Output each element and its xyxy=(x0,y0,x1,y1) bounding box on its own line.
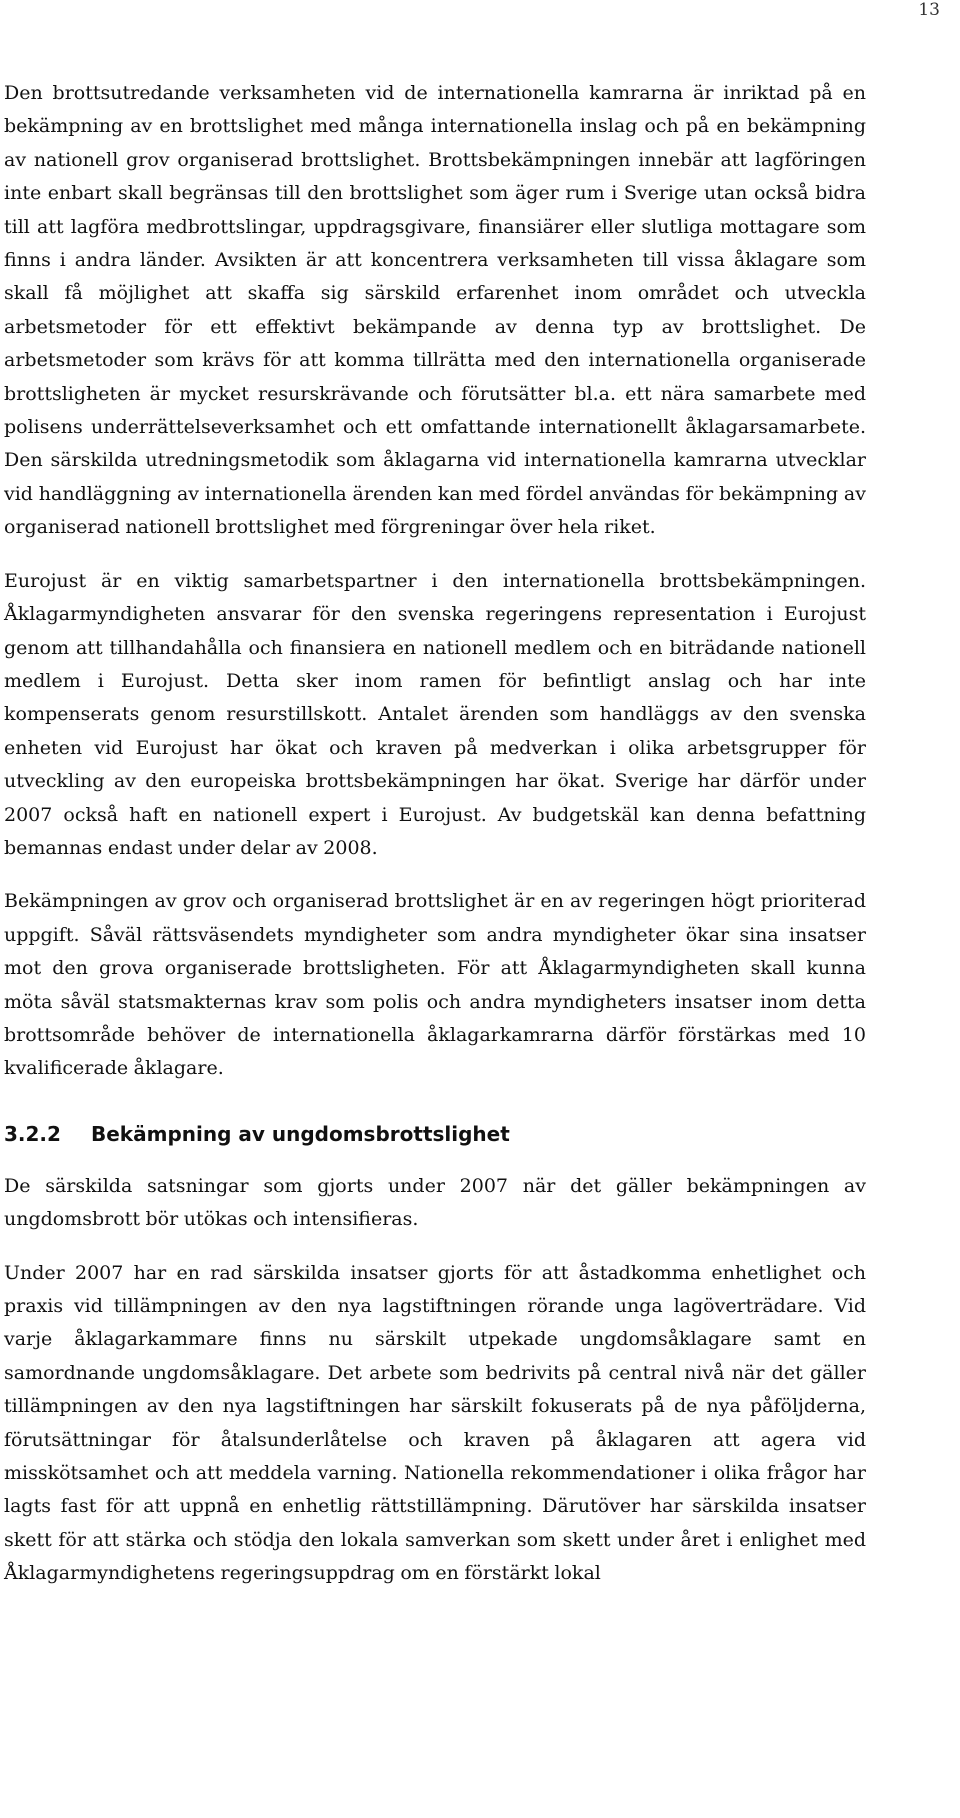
paragraph-youth-crime-intro: De särskilda satsningar som gjorts under 2007 när det gäller bekämpningen av ungdomsbrott bör utökas och intensifieras. xyxy=(4,1174,866,1231)
page-body xyxy=(4,77,866,1611)
section-heading xyxy=(4,1120,866,1148)
paragraph-eurojust: Eurojust är en viktig samarbetspartner i den internationella brottsbekämpningen. Åklagarmyndigheten ansvarar för den svenska regeringens representation i Eurojust genom att tillhandahålla och finansiera en nationell medlem och en biträdande nationell medlem i Eurojust. Detta sker inom ramen för befintligt anslag och har inte kompenserats genom resurstillskott. Antalet ärenden som handläggs av den svenska enheten vid Eurojust har ökat och kraven på medverkan i olika arbetsgrupper för utveckling av den europeiska brottsbekämpningen har ökat. Sverige har därför under 2007 också haft en nationell expert i Eurojust. Av budgetskäl kan denna befattning bemannas endast under delar av 2008. xyxy=(4,569,866,859)
section-title: Bekämpning av ungdomsbrottslighet xyxy=(91,1121,510,1146)
paragraph-organised-crime: Bekämpningen av grov och organiserad brottslighet är en av regeringen högt prioriterad uppgift. Såväl rättsväsendets myndigheter som andra myndigheter ökar sina insatser mot den grova organiserade brottsligheten. För att Åklagarmyndigheten skall kunna möta såväl statsmakternas krav som polis och andra myndigheters insatser inom detta brottsområde behöver de internationella åklagarkamrarna därför förstärkas med 10 kvalificerade åklagare. xyxy=(4,890,866,1080)
paragraph-youth-crime-measures: Under 2007 har en rad särskilda insatser gjorts för att åstadkomma enhetlighet och praxis vid tillämpningen av den nya lagstiftningen rörande unga lagöverträdare. Vid varje åklagarkammare finns nu särskilt utpekade ungdomsåklagare samt en samordnande ungdomsåklagare. Det arbete som bedrivits på central nivå när det gäller tillämpningen av den nya lagstiftningen har särskilt fokuserats på de nya påföljderna, förutsättningar för åtalsunderlåtelse och kraven på åklagaren att agera vid misskötsamhet och att meddela varning. Nationella rekommendationer i olika frågor har lagts fast för att uppnå en enhetlig rättstillämpning. Därutöver har särskilda insatser skett för att stärka och stödja den lokala samverkan som skett under året i enlighet med Åklagarmyndighetens regeringsuppdrag om en förstärkt lokal xyxy=(4,1261,866,1585)
section-number: 3.2.2 xyxy=(4,1121,61,1146)
paragraph-international-chambers: Den brottsutredande verksamheten vid de internationella kamrarna är inriktad på en bekämpning av en brottslighet med många internationella inslag och på en bekämpning av nationell grov organiserad brottslighet. Brottsbekämpningen innebär att lagföringen inte enbart skall begränsas till den brottslighet som äger rum i Sverige utan också bidra till att lagföra medbrottslingar, uppdragsgivare, finansiärer eller slutliga mottagare som finns i andra länder. Avsikten är att koncentrera verksamheten till vissa åklagare som skall få möjlighet att skaffa sig särskild erfarenhet inom området och utveckla arbetsmetoder för ett effektivt bekämpande av denna typ av brottslighet. De arbetsmetoder som krävs för att komma tillrätta med den internationella organiserade brottsligheten är mycket resurskrävande och förutsätter bl.a. ett nära samarbete med polisens underrättelseverksamhet och ett omfattande internationellt åklagarsamarbete. Den särskilda utredningsmetodik som åklagarna vid internationella kamrarna utvecklar vid handläggning av internationella ärenden kan med fördel användas för bekämpning av organiserad nationell brottslighet med förgreningar över hela riket. xyxy=(4,82,866,539)
page-number: 13 xyxy=(918,0,940,20)
